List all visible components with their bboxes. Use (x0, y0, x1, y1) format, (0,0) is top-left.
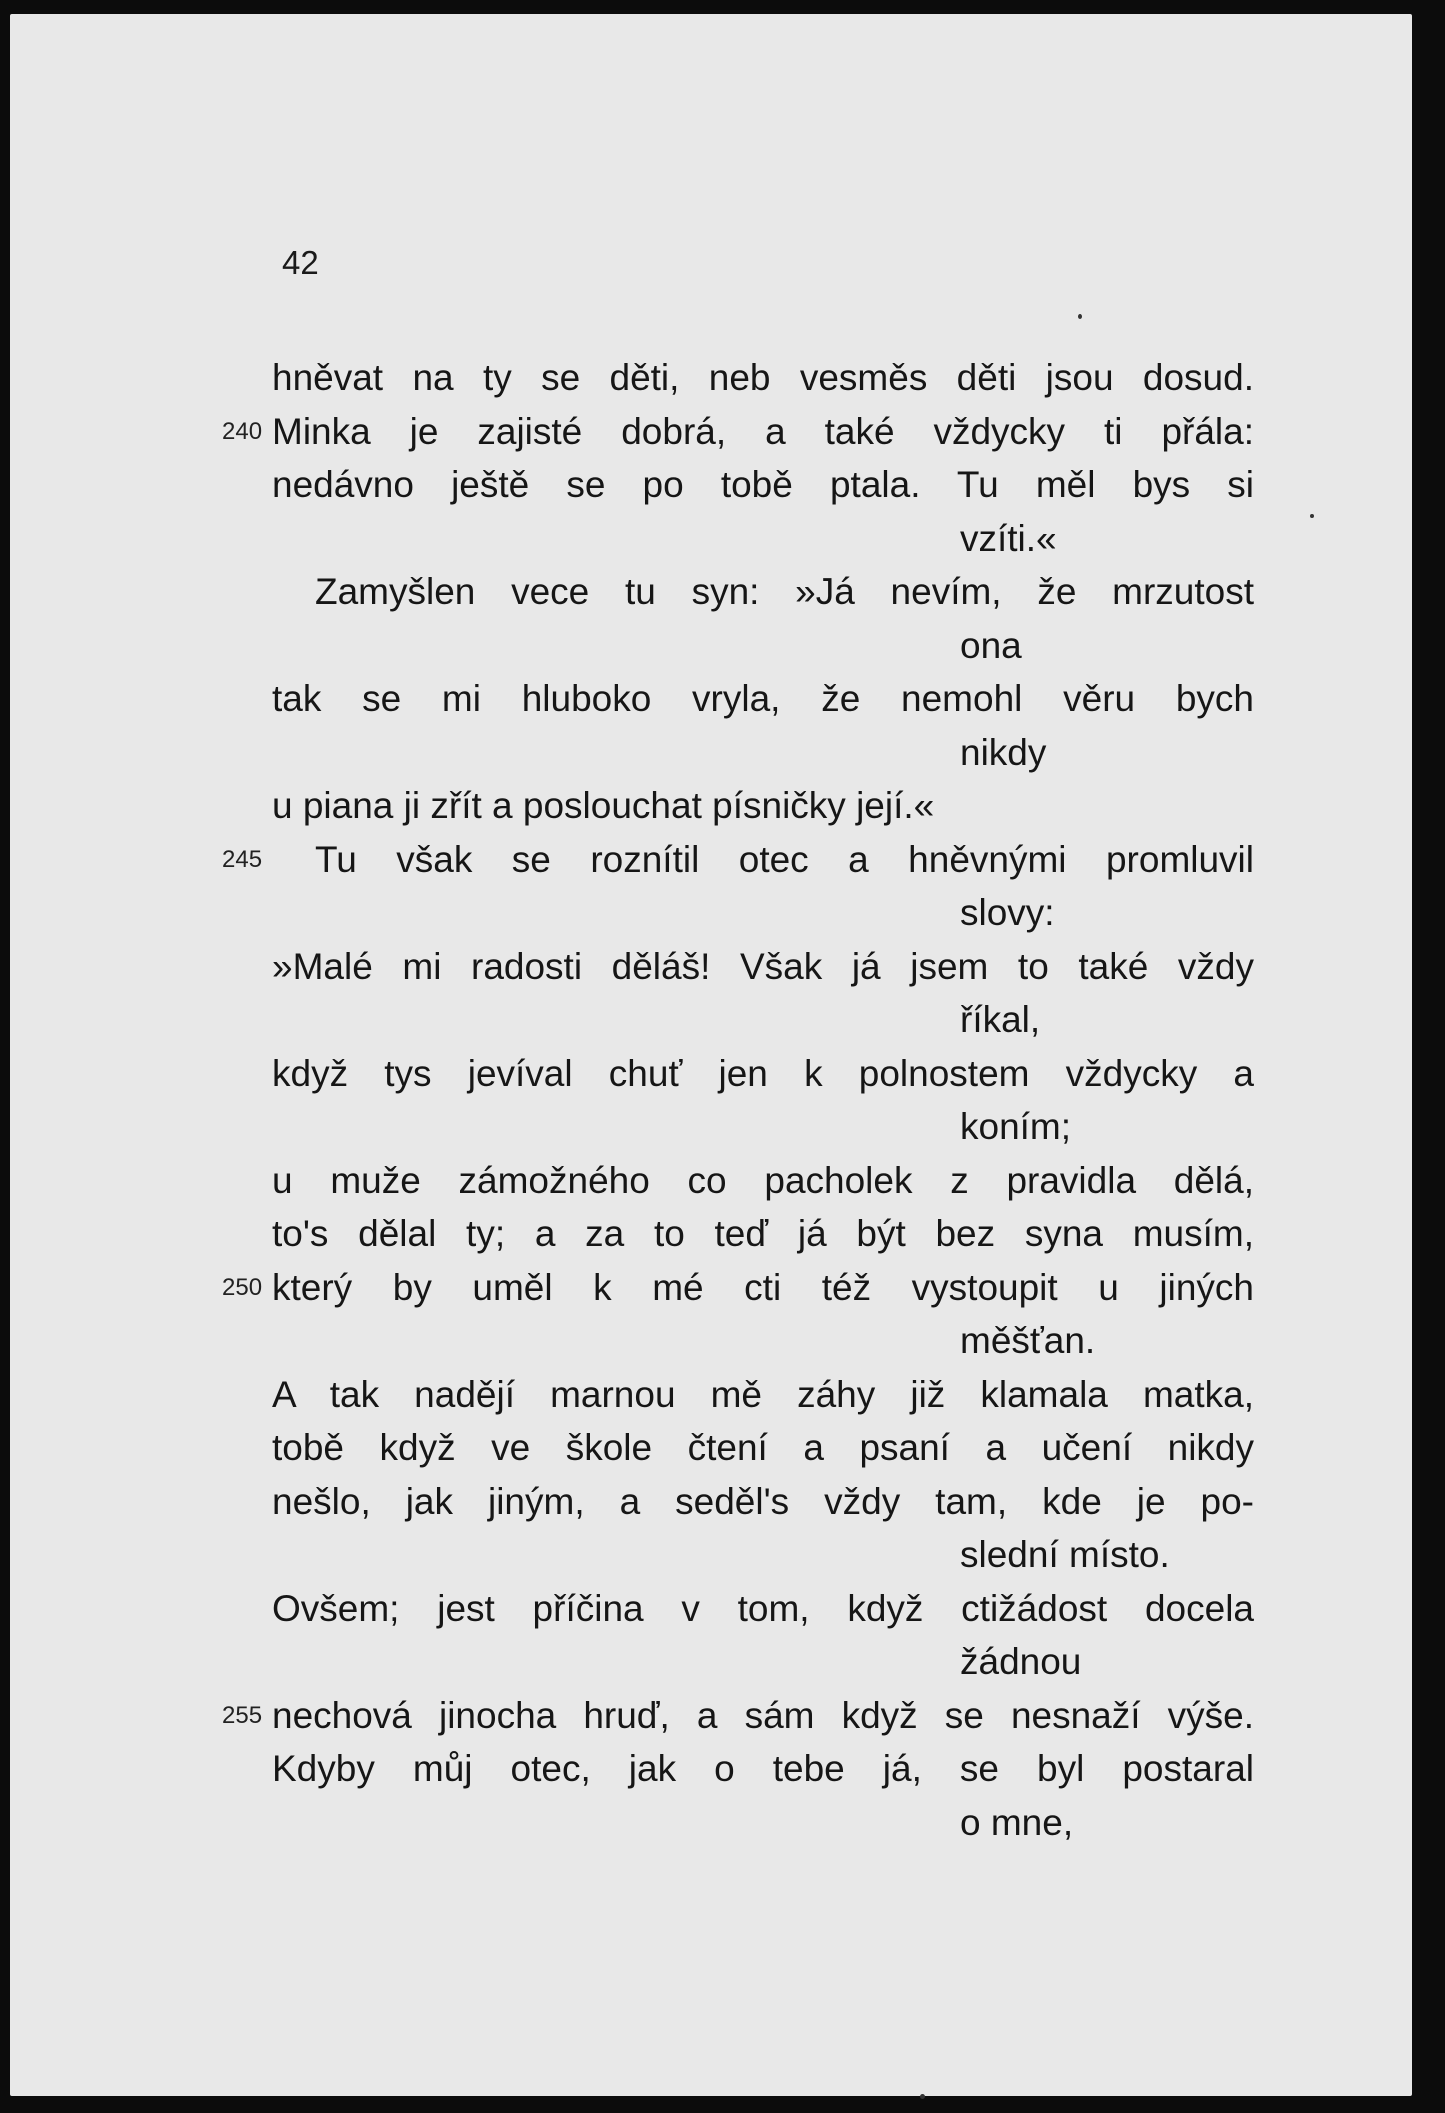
verse-text: slovy: (960, 892, 1055, 933)
verse-line (10, 1421, 1412, 1475)
verse-line (10, 1635, 1412, 1689)
verse-line (10, 833, 1412, 887)
verse-line (10, 1796, 1412, 1850)
line-number: 240 (222, 417, 263, 445)
verse-line (10, 1314, 1412, 1368)
verse-line (10, 1689, 1412, 1743)
verse-text: A tak nadějí marnou mě záhy již klamala matka, (272, 1373, 1254, 1415)
verse-line (10, 726, 1412, 780)
verse-text: tobě když ve škole čtení a psaní a učení nikdy (272, 1427, 1254, 1468)
verse-line (10, 1475, 1412, 1529)
verse-line (10, 458, 1412, 512)
verse-line (10, 886, 1412, 940)
verse-text: Kdyby můj otec, jak o tebe já, se byl postaral (272, 1748, 1254, 1789)
scan-speck (1078, 314, 1082, 319)
scan-speck (1310, 514, 1314, 518)
verse-text: »Malé mi radosti děláš! Však já jsem to také vždy (272, 945, 1254, 987)
verse-text: nedávno ještě se po tobě ptala. Tu měl bys si (272, 464, 1254, 505)
verse-line (10, 1047, 1412, 1101)
verse-text: vzíti.« (960, 517, 1057, 559)
verse-text: žádnou (960, 1641, 1082, 1682)
verse-text: Ovšem; jest příčina v tom, když ctižádost docela (272, 1587, 1254, 1629)
verse-text: u muže zámožného co pacholek z pravidla dělá, (272, 1159, 1254, 1201)
line-number: 250 (222, 1273, 263, 1301)
verse-text: o mne, (960, 1801, 1074, 1843)
verse-line (10, 565, 1412, 619)
verse-line (10, 1207, 1412, 1261)
verse-line (10, 1368, 1412, 1422)
verse-line (10, 512, 1412, 566)
verse-line (10, 672, 1412, 726)
verse-text: Minka je zajisté dobrá, a také vždycky ti přála: (272, 410, 1254, 452)
verse-text: hněvat na ty se děti, neb vesměs děti jsou dosud. (272, 357, 1254, 398)
verse-line (10, 779, 1412, 833)
page-number: 42 (282, 244, 319, 281)
book-page (10, 14, 1412, 2096)
verse-text: nechová jinocha hruď, a sám když se nesnaží výše. (272, 1694, 1254, 1736)
verse-line (10, 993, 1412, 1047)
verse-line (10, 351, 1412, 405)
verse-text: tak se mi hluboko vryla, že nemohl věru bych (272, 678, 1254, 719)
verse-text: který by uměl k mé cti též vystoupit u jiných (272, 1266, 1254, 1308)
verse-text: když tys jevíval chuť jen k polnostem vždycky a (272, 1052, 1254, 1094)
verse-text: měšťan. (960, 1320, 1096, 1361)
verse-line (10, 1742, 1412, 1796)
verse-line (10, 1100, 1412, 1154)
verse-text: to's dělal ty; a za to teď já být bez syna musím, (272, 1213, 1254, 1254)
verse-line (10, 1154, 1412, 1208)
verse-line (10, 940, 1412, 994)
verse-line (10, 1261, 1412, 1315)
verse-line (10, 1582, 1412, 1636)
verse-text: koním; (960, 1106, 1072, 1147)
verse-text: slední místo. (960, 1534, 1170, 1575)
verse-text: u piana ji zřít a poslouchat písničky její.« (272, 785, 935, 826)
verse-text: Tu však se roznítil otec a hněvnými promluvil (315, 838, 1254, 880)
verse-line (10, 405, 1412, 459)
verse-text: nešlo, jak jiným, a seděl's vždy tam, kde je po- (272, 1480, 1254, 1522)
verse-text: ona (960, 624, 1022, 666)
verse-text: říkal, (960, 999, 1041, 1040)
verse-line (10, 1528, 1412, 1582)
poem-text (10, 351, 1412, 1849)
verse-text: nikdy (960, 731, 1047, 773)
verse-line (10, 619, 1412, 673)
line-number: 255 (222, 1701, 263, 1729)
scan-speck (920, 2094, 925, 2099)
line-number: 245 (222, 845, 263, 873)
verse-text: Zamyšlen vece tu syn: »Já nevím, že mrzutost (315, 571, 1254, 612)
